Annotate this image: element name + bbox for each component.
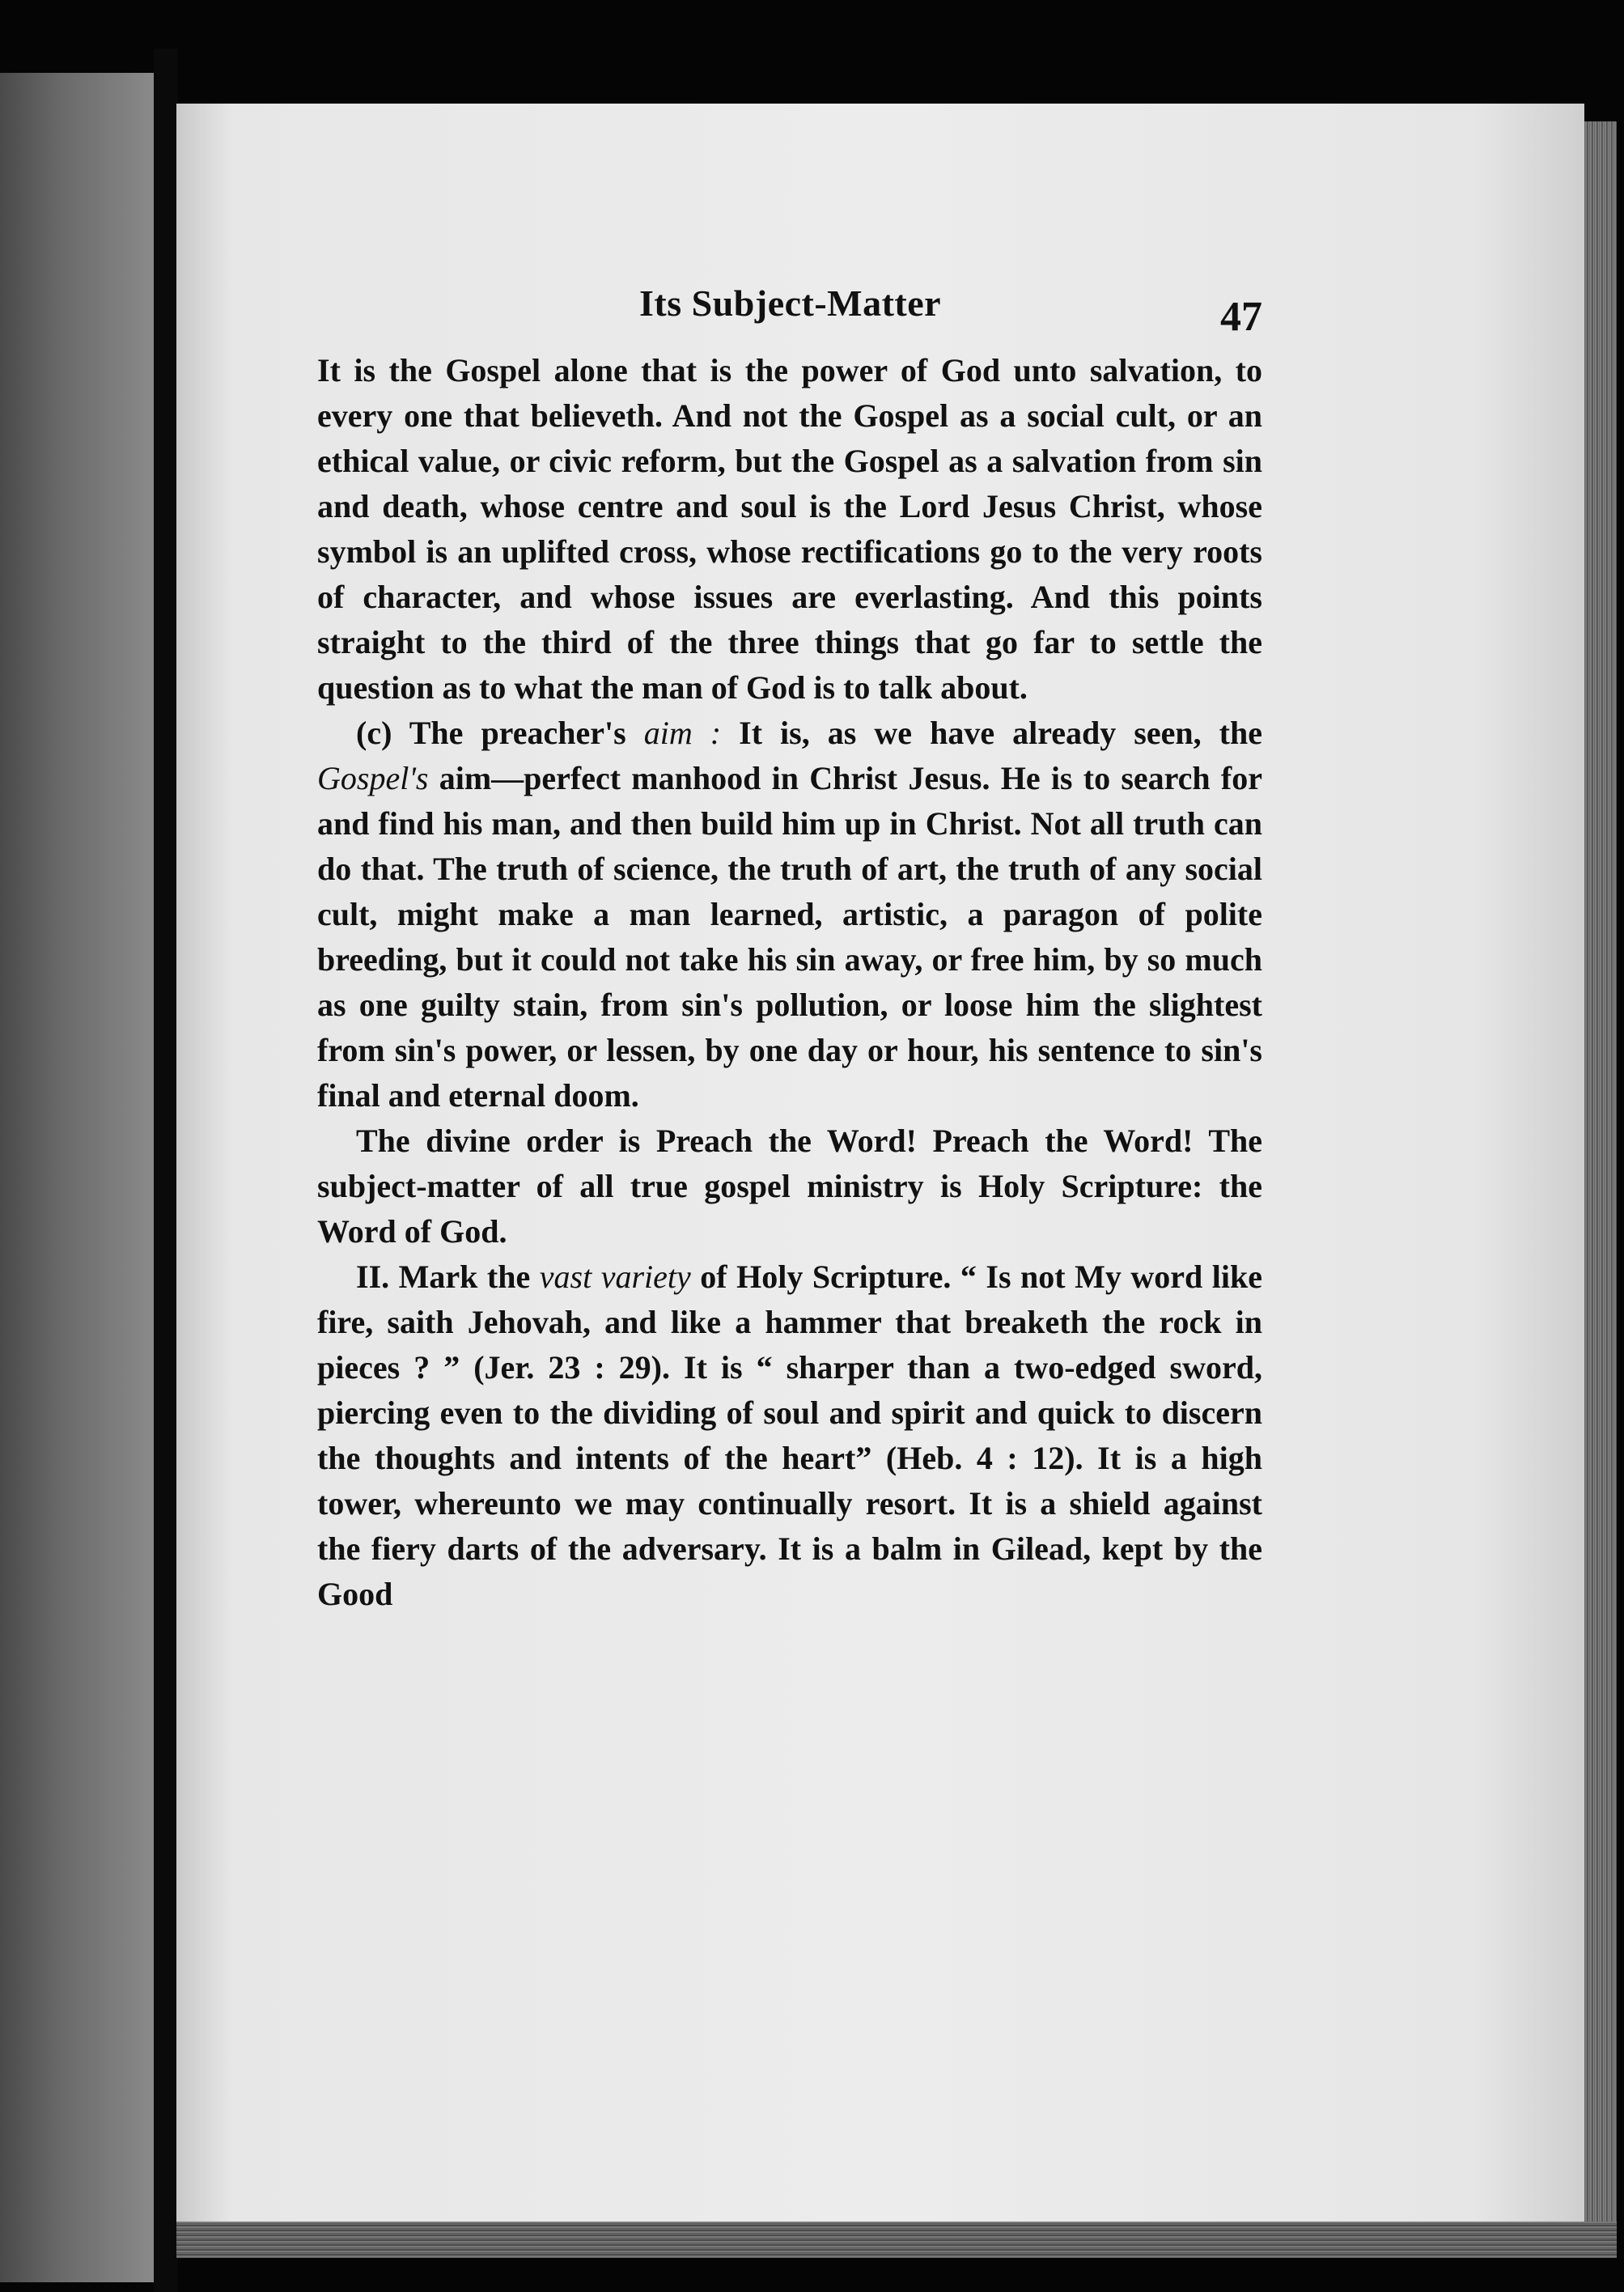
page-bottom-edge	[176, 2222, 1617, 2258]
paragraph-4-part-a: II. Mark the	[356, 1258, 540, 1295]
page-header	[340, 275, 1262, 348]
book-gutter	[154, 49, 178, 2292]
paragraph-4	[317, 1254, 1262, 1617]
left-page-edge	[0, 73, 154, 2282]
paragraph-4-italic-vast-variety: vast variety	[539, 1258, 691, 1295]
paragraph-2	[317, 711, 1262, 1118]
paragraph-3: The divine order is Preach the Word! Preach the Word! The subject-matter of all true gospel ministry is Holy Scripture: the Word of God.	[317, 1123, 1262, 1250]
paragraph-4-part-b: of Holy Scripture. “ Is not My word like fire, saith Jehovah, and like a hammer that breaketh the rock in pieces ? ” (Jer. 23 : 29). It is “ sharper than a two-edged sword, piercing even to the dividing of soul and spirit and quick to discern the thoughts and intents of the heart” (Heb. 4 : 12). It is a high tower, whereunto we may continually resort. It is a shield against the fiery darts of the adversary. It is a balm in Gilead, kept by the Good	[317, 1258, 1262, 1612]
paragraph-2-italic-gospels: Gospel's	[317, 760, 429, 796]
page-number: 47	[1220, 294, 1262, 340]
page-stack-edge	[1584, 121, 1617, 2258]
paragraph-2-part-c: aim—perfect manhood in Christ Jesus. He is to search for and find his man, and then build him up in Christ. Not all truth can do that. The truth of science, the truth of art, the truth of any social cult, might make a man learned, artistic, a paragon of polite breeding, but it could not take his sin away, or free him, by so much as one guilty stain, from sin's pollution, or loose him the slightest from sin's power, or lessen, by one day or hour, his sentence to sin's final and eternal doom.	[317, 760, 1262, 1114]
paragraph-2-part-a: (c) The preacher's	[356, 715, 644, 751]
paragraph-2-part-b: It is, as we have already seen, the	[721, 715, 1262, 751]
body-text	[317, 348, 1262, 1617]
paragraph-2-italic-aim: aim :	[643, 715, 722, 751]
running-title: Its Subject-Matter	[639, 282, 942, 324]
paragraph-1: It is the Gospel alone that is the power of God unto salvation, to every one that believeth. And not the Gospel as a social cult, or an ethical value, or civic reform, but the Gospel as a salvation from sin and death, whose centre and soul is the Lord Jesus Christ, whose symbol is an uplifted cross, whose rectifications go to the very roots of character, and whose issues are everlasting. And this points straight to the third of the three things that go far to settle the question as to what the man of God is to talk about.	[317, 352, 1262, 706]
